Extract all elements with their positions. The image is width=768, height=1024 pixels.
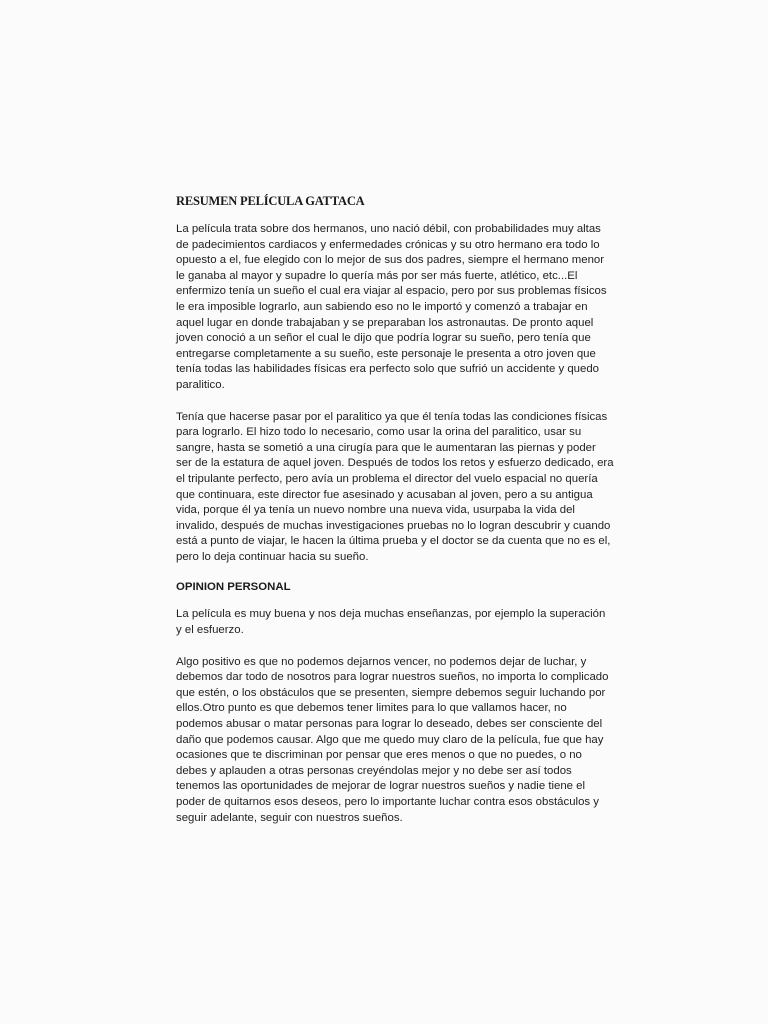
summary-paragraph-2: Tenía que hacerse pasar por el paralitico ya que él tenía todas las condiciones físicas para lograrlo. El hizo todo lo necesario, como usar la orina del paralitico, usar su sangre, hasta se sometió a una cirugía para que le aumentaran las piernas y poder ser de la estatura de aquel joven. Después de todos los retos y esfuerzo dedicado, era el tripulante perfecto, pero avía un problema el director del vuelo espacial no quería que continuara, este director fue asesinado y acusaban al joven, pero a su antigua vida, porque él ya tenía un nuevo nombre una nueva vida, usurpaba la vida del invalido, después de muchas investigaciones pruebas no lo logran descubrir y cuando está a punto de viajar, le hacen la última prueba y el doctor se da cuenta que no es el, pero lo deja continuar hacia su sueño. (176, 410, 614, 563)
summary-paragraph-1: La película trata sobre dos hermanos, uno nació débil, con probabilidades muy altas de padecimientos cardiacos y enfermedades crónicas y su otro hermano era todo lo opuesto a el, fue elegido con lo mejor de sus dos padres, siempre el hermano menor le ganaba al mayor y supadre lo quería más por ser más fuerte, atlético, etc...El enfermizo tenía un sueño el cual era viajar al espacio, pero por sus problemas físicos le era imposible lograrlo, aun sabiendo eso no le importó y comenzó a trabajar en aquel lugar en donde trabajaban y se preparaban los astronautas. De pronto aquel joven conoció a un señor el cual le dijo que podría lograr su sueño, pero tenía que entregarse completamente a su sueño, este personaje le presenta a otro joven que tenía todas las habilidades físicas era perfecto solo que sufrió un accidente y quedo paralitico. (176, 223, 607, 391)
paragraph-spacer (176, 639, 614, 655)
opinion-heading: OPINION PERSONAL (176, 581, 291, 594)
opinion-paragraph-1: La película es muy buena y nos deja muchas enseñanzas, por ejemplo la superación y el esfuerzo. (176, 608, 606, 637)
document-body (176, 194, 614, 826)
paragraph-spacer (176, 394, 614, 410)
paragraph-spacer (176, 565, 614, 581)
document-title: RESUMEN PELÍCULA GATTACA (176, 194, 365, 208)
opinion-paragraph-2: Algo positivo es que no podemos dejarnos vencer, no podemos dejar de luchar, y debemos dar todo de nosotros para lograr nuestros sueños, no importa lo complicado que estén, o los obstáculos que se presenten, siempre debemos seguir luchando por ellos.Otro punto es que debemos tener limites para lo que vallamos hacer, no podemos abusar o matar personas para lograr lo deseado, debes ser consciente del daño que podemos causar. Algo que me quedo muy claro de la película, fue que hay ocasiones que te discriminan por pensar que eres menos o que no puedes, o no debes y aplauden a otras personas creyéndolas mejor y no debe ser así todos tenemos las oportunidades de mejorar de lograr nuestros sueños y nadie tiene el poder de quitarnos esos deseos, pero lo importante luchar contra esos obstáculos y seguir adelante, seguir con nuestros sueños. (176, 655, 609, 824)
